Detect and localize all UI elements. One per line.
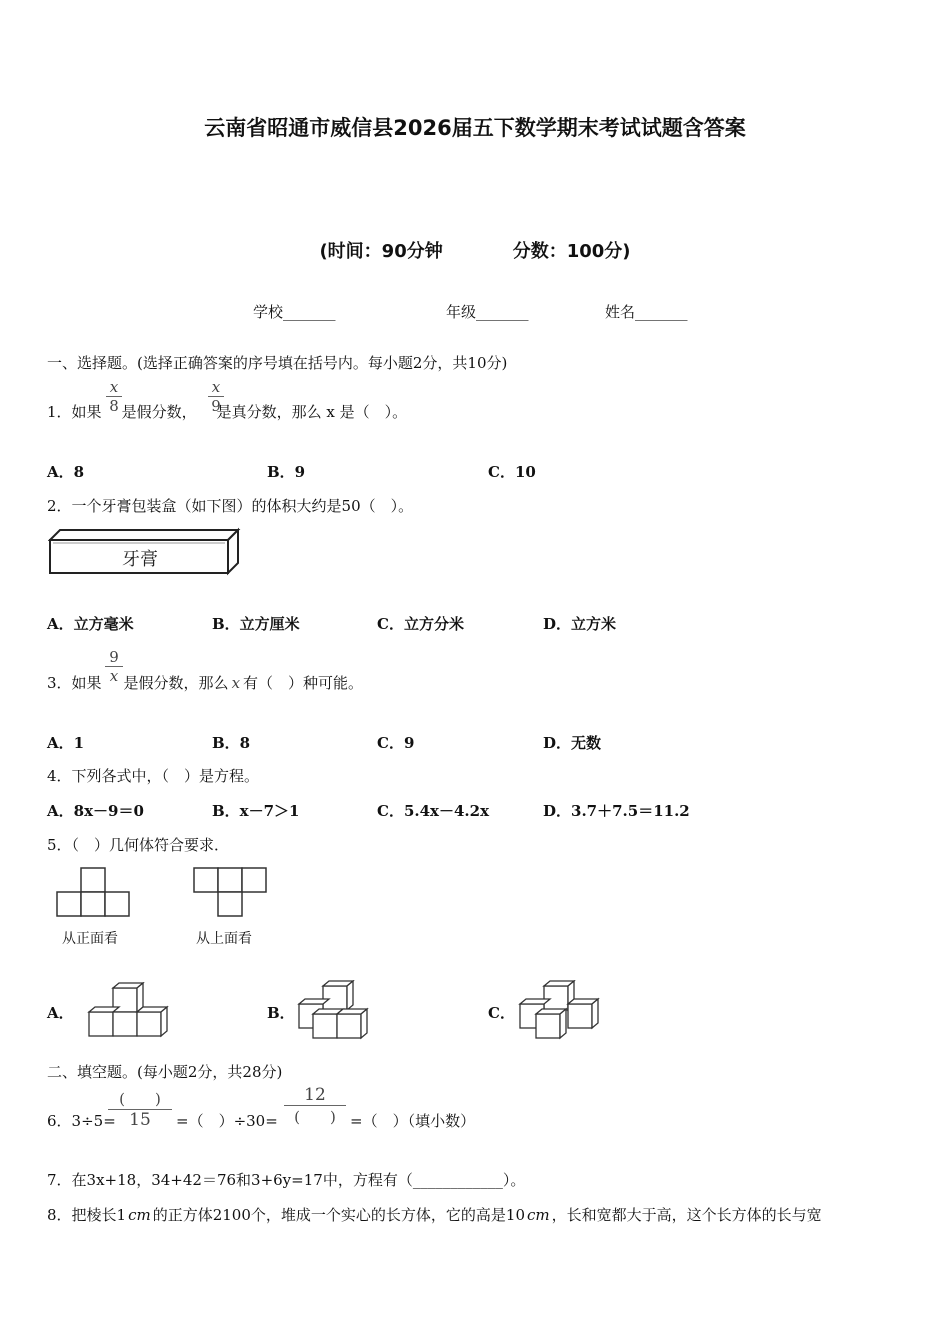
q4-option-b[interactable]: B．x－7＞1 — [212, 802, 300, 820]
school-field[interactable]: 学校_______ — [253, 303, 336, 321]
q4-option-d[interactable]: D．3.7＋7.5＝11.2 — [543, 802, 690, 820]
q1-text-1: 如果 — [71, 403, 102, 421]
q3-option-c[interactable]: C．9 — [377, 734, 415, 752]
q5-option-b[interactable]: B． — [267, 1004, 295, 1022]
q3-fraction-den: x — [105, 666, 123, 685]
q1-number: 1． — [47, 403, 72, 421]
q8-text-2: 的正方体2100个，堆成一个实心的长方体，它的高是10 — [152, 1206, 525, 1224]
q5-option-a-figure[interactable] — [87, 982, 171, 1040]
section-2-heading: 二、填空题。(每小题2分，共28分) — [47, 1063, 283, 1081]
q1-fraction-2 — [208, 378, 224, 415]
page-title: 云南省昭通市威信县2026届五下数学期末考试试题含答案 — [204, 116, 746, 140]
q1-fraction-2-num: x — [211, 378, 221, 396]
q3-fraction — [105, 648, 123, 685]
q6-fraction-2 — [284, 1085, 346, 1127]
q1-text-2: 是假分数， — [121, 403, 197, 421]
question-8 — [47, 1204, 822, 1225]
q1-fraction-1-num: x — [109, 378, 119, 396]
q1-text-3: 是真分数，那么 x 是（ ）。 — [216, 403, 408, 421]
q6-text-2: =（ ）÷30= — [176, 1112, 278, 1130]
q2-option-b[interactable]: B．立方厘米 — [212, 615, 300, 633]
q1-fraction-1 — [106, 378, 122, 415]
time-limit: (时间：90分钟 — [319, 241, 443, 262]
question-3 — [47, 672, 363, 693]
q2-option-a[interactable]: A．立方毫米 — [47, 615, 134, 633]
q8-unit-1: cm — [128, 1206, 151, 1224]
q6-fraction-2-den[interactable]: ( ) — [284, 1105, 346, 1127]
q6-fraction-1-den: 15 — [108, 1109, 172, 1130]
top-view-caption: 从上面看 — [196, 931, 252, 947]
total-score: 分数：100分) — [512, 241, 631, 262]
q1-option-a[interactable]: A．8 — [47, 463, 85, 481]
q3-text-1: 3．如果 — [47, 674, 102, 692]
q3-variable: x — [231, 674, 241, 692]
q5-option-c-figure[interactable] — [516, 980, 602, 1042]
front-view-figure — [55, 866, 131, 918]
q8-text-3: ，长和宽都大于高，这个长方体的长与宽 — [551, 1206, 822, 1224]
q3-text-3: 有（ ）种可能。 — [243, 674, 364, 692]
q1-option-b[interactable]: B．9 — [267, 463, 306, 481]
q6-fraction-1-num[interactable]: ( ) — [119, 1090, 161, 1108]
section-1-heading: 一、选择题。(选择正确答案的序号填在括号内。每小题2分，共10分) — [47, 354, 508, 372]
question-4: 4．下列各式中，（ ）是方程。 — [47, 767, 260, 785]
q3-option-a[interactable]: A．1 — [47, 734, 85, 752]
q6-text-1: 6．3÷5= — [47, 1112, 116, 1130]
question-7: 7．在3x+18，34+42＝76和3+6y=17中，方程有（____________）。 — [47, 1171, 526, 1189]
q8-unit-2: cm — [526, 1206, 550, 1224]
exam-meta — [0, 237, 950, 263]
q5-option-c[interactable]: C． — [488, 1004, 515, 1022]
q3-fraction-num: 9 — [109, 648, 119, 666]
question-1 — [47, 401, 407, 422]
q5-option-b-figure[interactable] — [295, 980, 375, 1042]
q1-option-c[interactable]: C．10 — [488, 463, 536, 481]
q1-fraction-2-den: 9 — [208, 396, 224, 415]
name-field[interactable]: 姓名_______ — [605, 303, 688, 321]
q3-option-b[interactable]: B．8 — [212, 734, 251, 752]
q8-text-1: 8．把棱长1 — [47, 1206, 127, 1224]
q2-option-c[interactable]: C．立方分米 — [377, 615, 464, 633]
q2-option-d[interactable]: D．立方米 — [543, 615, 617, 633]
q1-fraction-1-den: 8 — [106, 396, 122, 415]
q6-text-3: =（ ）（填小数） — [350, 1112, 476, 1130]
toothpaste-label: 牙膏 — [122, 549, 158, 570]
grade-field[interactable]: 年级_______ — [446, 303, 529, 321]
question-2: 2．一个牙膏包装盒（如下图）的体积大约是50（ ）。 — [47, 497, 414, 515]
q6-fraction-1 — [108, 1088, 172, 1130]
q6-fraction-2-num: 12 — [304, 1085, 326, 1105]
q3-text-2: 是假分数，那么 — [123, 674, 229, 692]
top-view-figure — [192, 866, 268, 918]
question-5: 5．（ ）几何体符合要求． — [47, 836, 230, 854]
q3-option-d[interactable]: D．无数 — [543, 734, 602, 752]
q4-option-c[interactable]: C．5.4x－4.2x — [377, 802, 490, 820]
front-view-caption: 从正面看 — [62, 931, 118, 947]
q4-option-a[interactable]: A．8x－9＝0 — [47, 802, 144, 820]
q5-option-a[interactable]: A． — [47, 1004, 74, 1022]
toothpaste-box-figure — [48, 526, 242, 578]
